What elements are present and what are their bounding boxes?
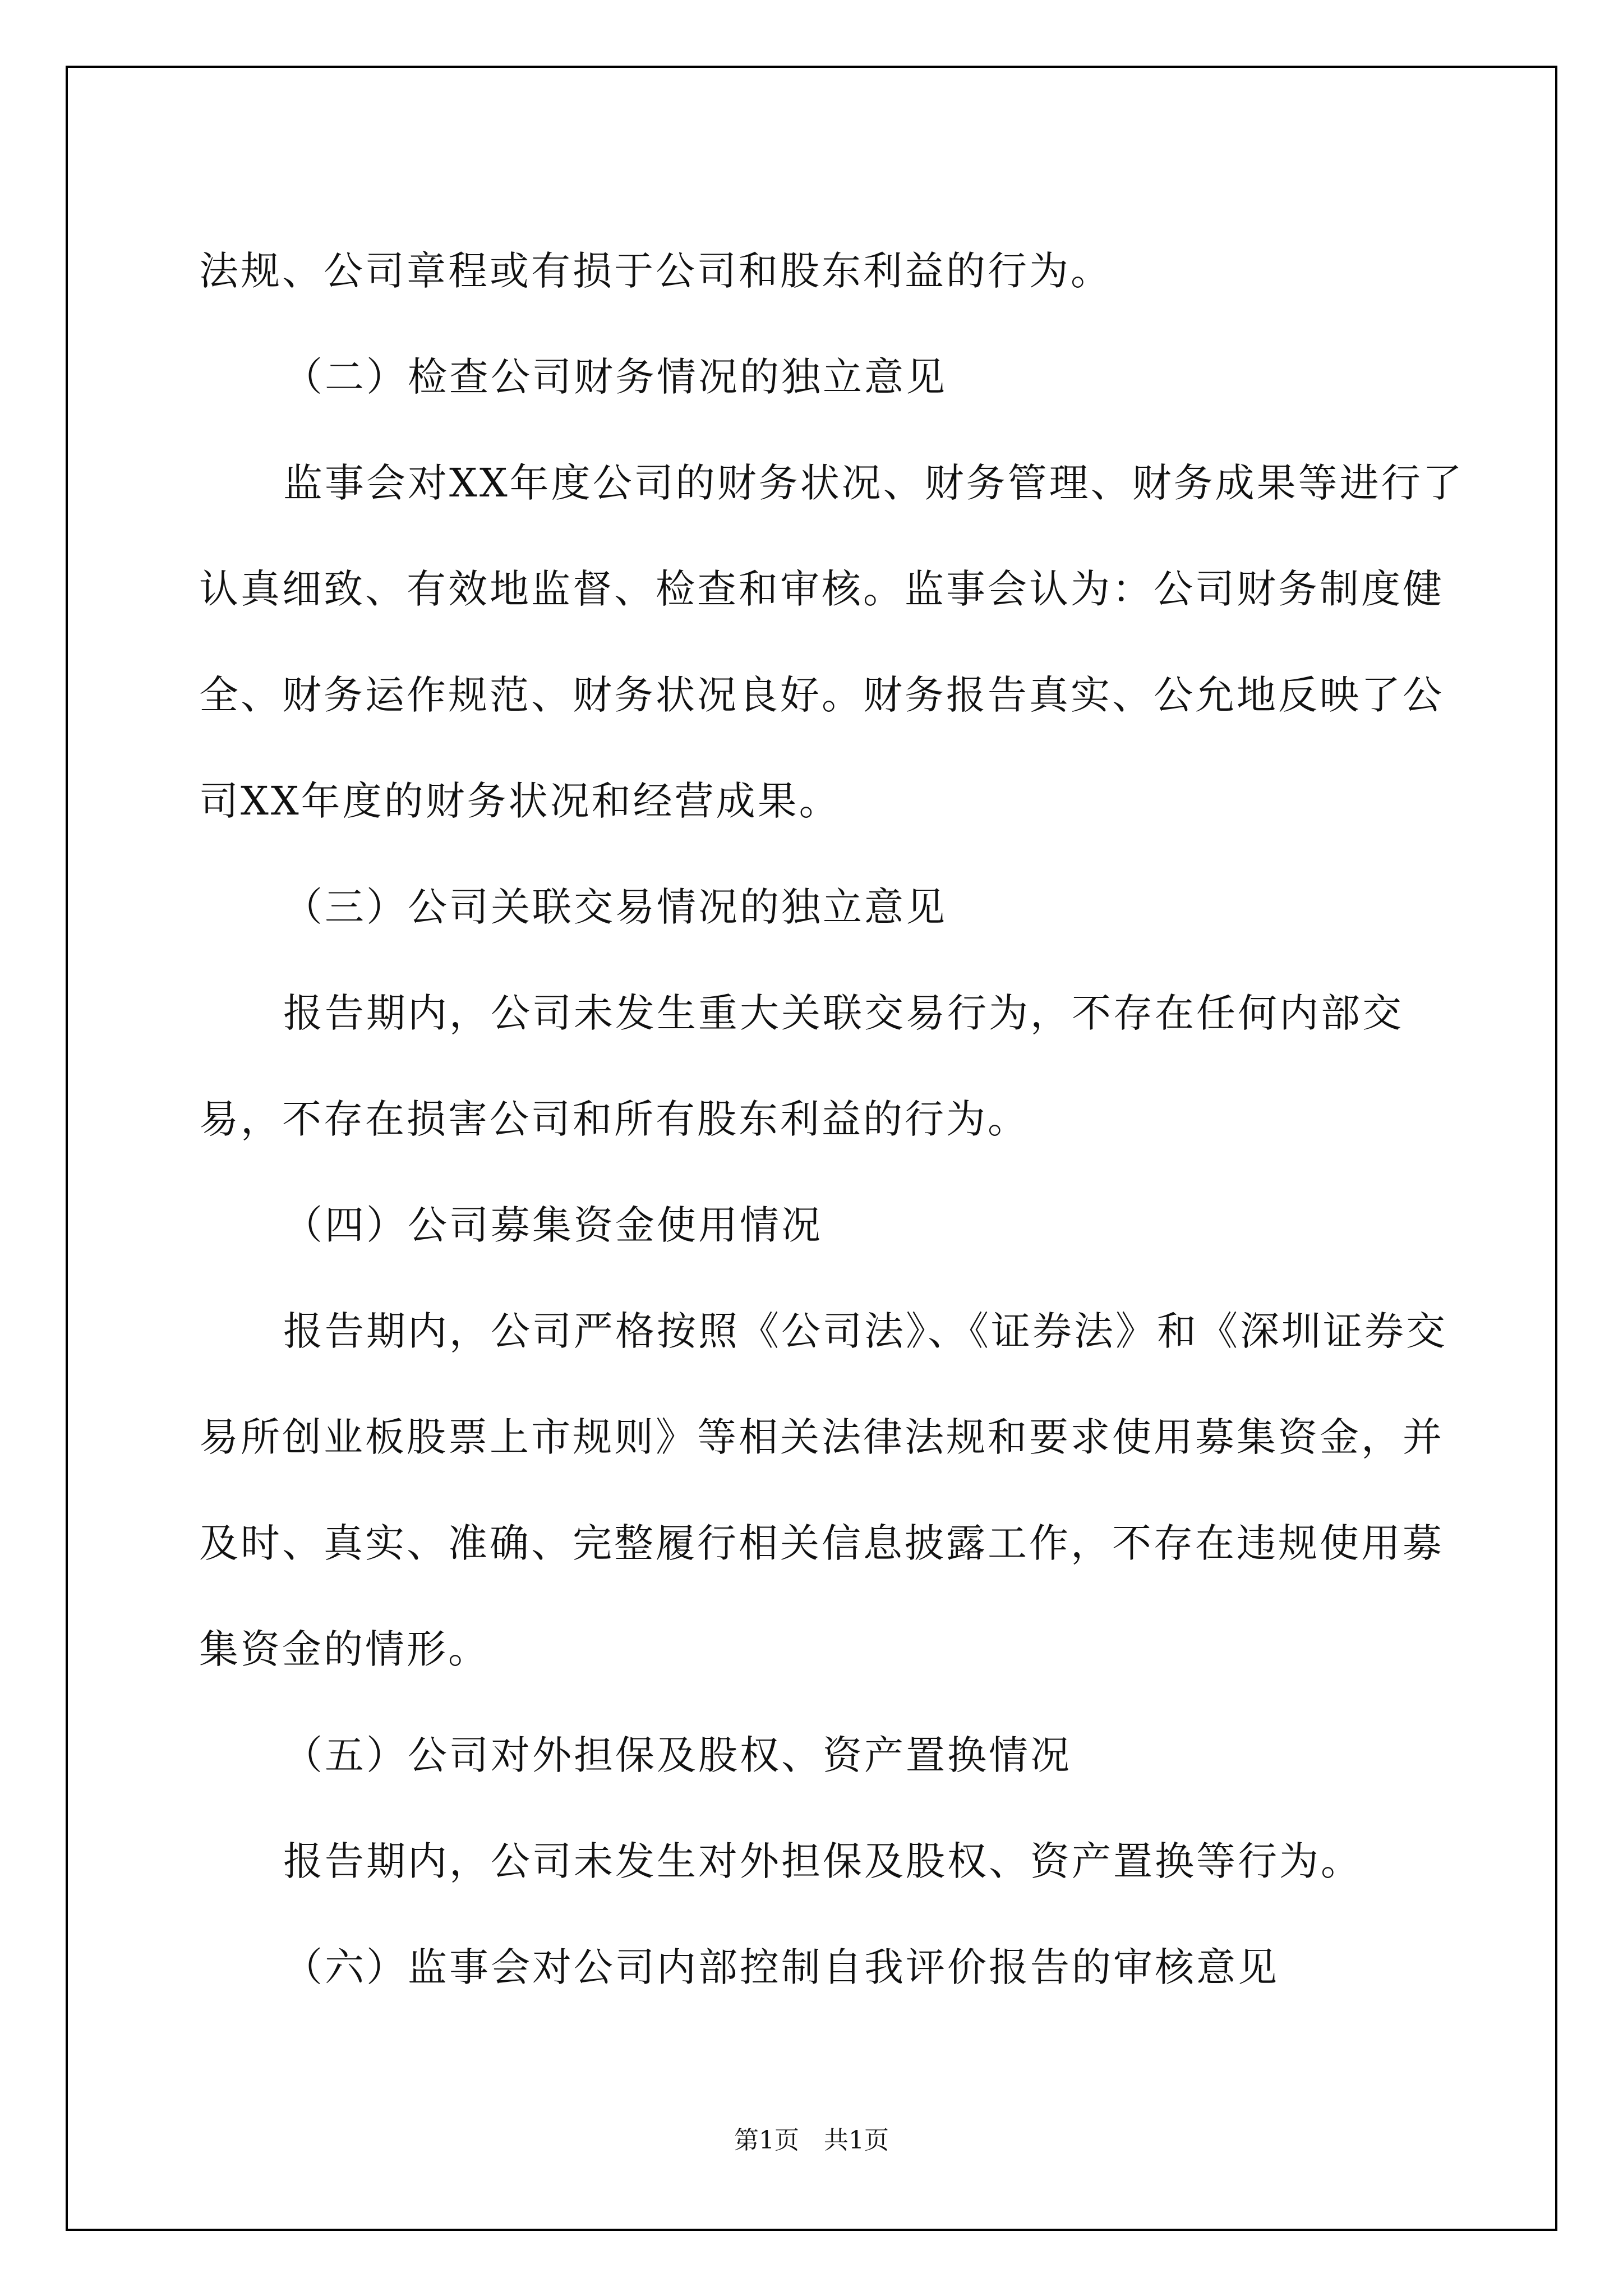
paragraph: 报告期内，公司未发生对外担保及股权、资产置换等行为。 (283, 1838, 1362, 1884)
section-heading: （六）监事会对公司内部控制自我评价报告的审核意见 (283, 1944, 1279, 1990)
document-body (199, 218, 1467, 2021)
paragraph: 监事会对XX年度公司的财务状况、财务管理、财务成果等进行了认真细致、有效地监督、检查和审核。监事会认为：公司财务制度健全、财务运作规范、财务状况良好。财务报告真实、公允地反映了公司XX年度的财务状况和经营成果。 (199, 460, 1464, 824)
section-heading: （三）公司关联交易情况的独立意见 (283, 884, 947, 930)
page-number: 第1页 共1页 (734, 2126, 889, 2155)
paragraph: 法规、公司章程或有损于公司和股东利益的行为。 (199, 248, 1112, 294)
paragraph: 报告期内，公司严格按照《公司法》、《证券法》和《深圳证券交易所创业板股票上市规则》等相关法律法规和要求使用募集资金，并及时、真实、准确、完整履行相关信息披露工作，不存在违规使用募集资金的情形。 (199, 1308, 1447, 1672)
section-heading: （五）公司对外担保及股权、资产置换情况 (283, 1732, 1072, 1778)
section-heading: （四）公司募集资金使用情况 (283, 1202, 823, 1248)
section-heading: （二）检查公司财务情况的独立意见 (283, 354, 947, 400)
paragraph: 报告期内，公司未发生重大关联交易行为，不存在任何内部交易，不存在损害公司和所有股东利益的行为。 (199, 990, 1404, 1142)
